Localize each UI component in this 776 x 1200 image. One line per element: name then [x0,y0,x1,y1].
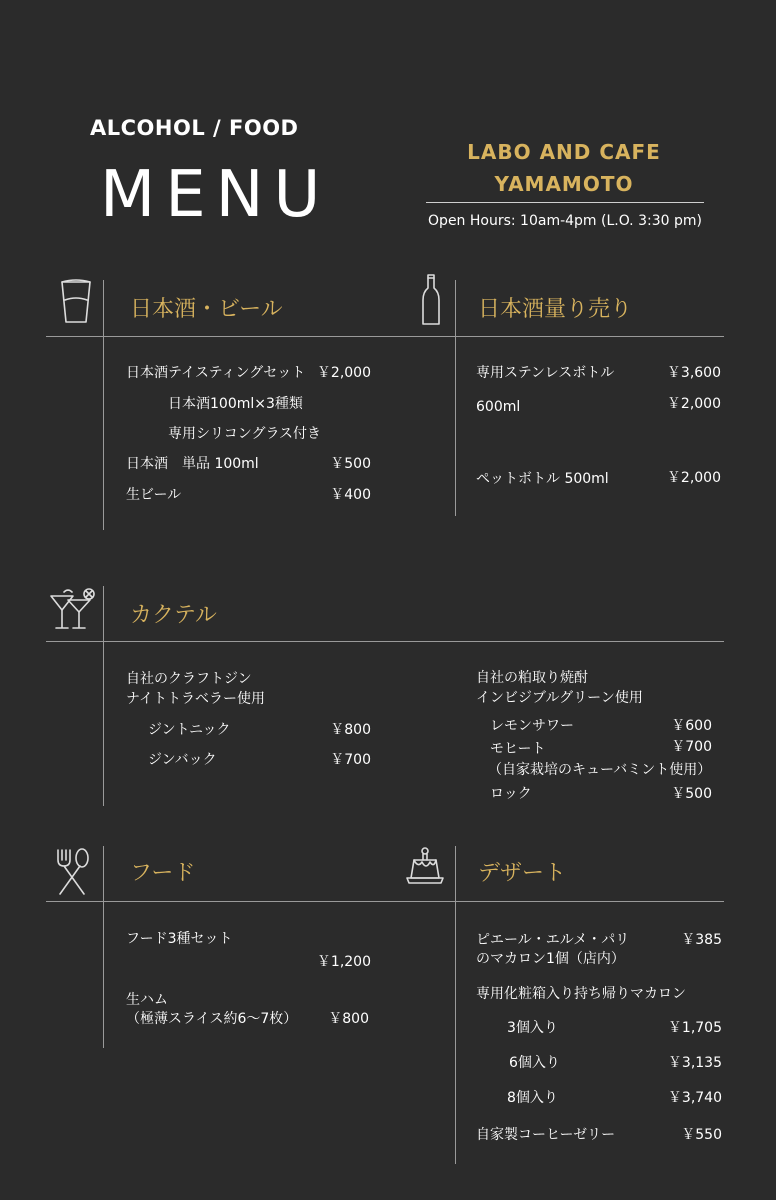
list-item: 日本酒テイスティングセット [126,365,306,381]
item-price: ￥1,705 [667,1020,722,1036]
section1-divider [46,336,724,337]
item-price: ￥385 [681,932,722,948]
list-item-note: （自家栽培のキューバミント使用） [488,762,712,778]
cocktail-icon [48,586,98,632]
shochu-intro-2: インビジブルグリーン使用 [476,690,643,706]
list-item: 日本酒100ml×3種類 [168,396,303,412]
list-item: 自家製コーヒーゼリー [476,1127,616,1143]
item-price: ￥2,000 [666,470,721,486]
section1-right-vline [455,280,456,516]
list-item: 専用ステンレスボトル [476,365,615,381]
shop-divider [426,202,704,203]
glass-icon [58,276,94,326]
section2-divider [46,641,724,642]
list-item: ジンバック [148,752,217,768]
heading-sake-beer: 日本酒・ビール [130,297,283,322]
pudding-icon [404,844,446,886]
section3-right-vline [455,846,456,1164]
list-item: のマカロン1個（店内） [476,951,625,967]
item-price: ￥3,135 [667,1055,722,1071]
section3-divider [46,901,724,902]
item-price: ￥800 [330,722,371,738]
list-item: モヒート [490,741,546,757]
fork-knife-icon [52,846,92,898]
heading-food: フード [130,861,196,886]
item-price: ￥500 [330,456,371,472]
shop-name-line1: LABO AND CAFE [467,140,661,164]
section3-left-vline [103,846,104,1048]
list-item: 専用シリコングラス付き [168,426,322,442]
menu-title: MENU [100,158,331,232]
menu-subtitle: ALCOHOL / FOOD [90,116,299,140]
list-item: 専用化粧箱入り持ち帰りマカロン [476,986,686,1002]
item-price: ￥550 [681,1127,722,1143]
item-price: ￥2,000 [666,396,721,412]
list-item: 3個入り [507,1020,558,1036]
gin-intro-1: 自社のクラフトジン [126,671,252,687]
list-item: 8個入り [507,1090,558,1106]
item-price: ￥800 [328,1011,369,1027]
list-item: 600ml [476,399,521,415]
list-item: ペットボトル 500ml [476,471,609,487]
gin-intro-2: ナイトトラベラー使用 [126,691,266,707]
item-price: ￥700 [330,752,371,768]
heading-dessert: デザート [478,861,567,886]
shop-name-line2: YAMAMOTO [494,172,634,196]
item-price: ￥3,600 [666,365,721,381]
item-price: ￥500 [671,786,712,802]
item-price: ￥1,200 [316,954,371,970]
heading-sake-retail: 日本酒量り売り [478,297,633,322]
item-price: ￥700 [671,739,712,755]
list-item: 生ハム [126,992,168,1008]
list-item: 6個入り [509,1055,560,1071]
bottle-icon [419,272,443,328]
list-item: ピエール・エルメ・パリ [476,932,630,948]
item-price: ￥3,740 [667,1090,722,1106]
list-item: 生ビール [126,487,182,503]
list-item: フード3種セット [126,931,233,947]
list-item: 日本酒 単品 100ml [126,456,259,472]
section1-left-vline [103,280,104,530]
item-price: ￥400 [330,487,371,503]
heading-cocktail: カクテル [130,603,217,628]
item-price: ￥2,000 [316,365,371,381]
open-hours: Open Hours: 10am-4pm (L.O. 3:30 pm) [428,213,702,229]
shochu-intro-1: 自社の粕取り焼酎 [476,670,588,686]
list-item-note: （極薄スライス約6～7枚） [126,1011,298,1027]
list-item: ロック [490,786,532,802]
list-item: レモンサワー [490,718,574,734]
item-price: ￥600 [671,718,712,734]
list-item: ジントニック [148,722,231,738]
section2-left-vline [103,586,104,806]
